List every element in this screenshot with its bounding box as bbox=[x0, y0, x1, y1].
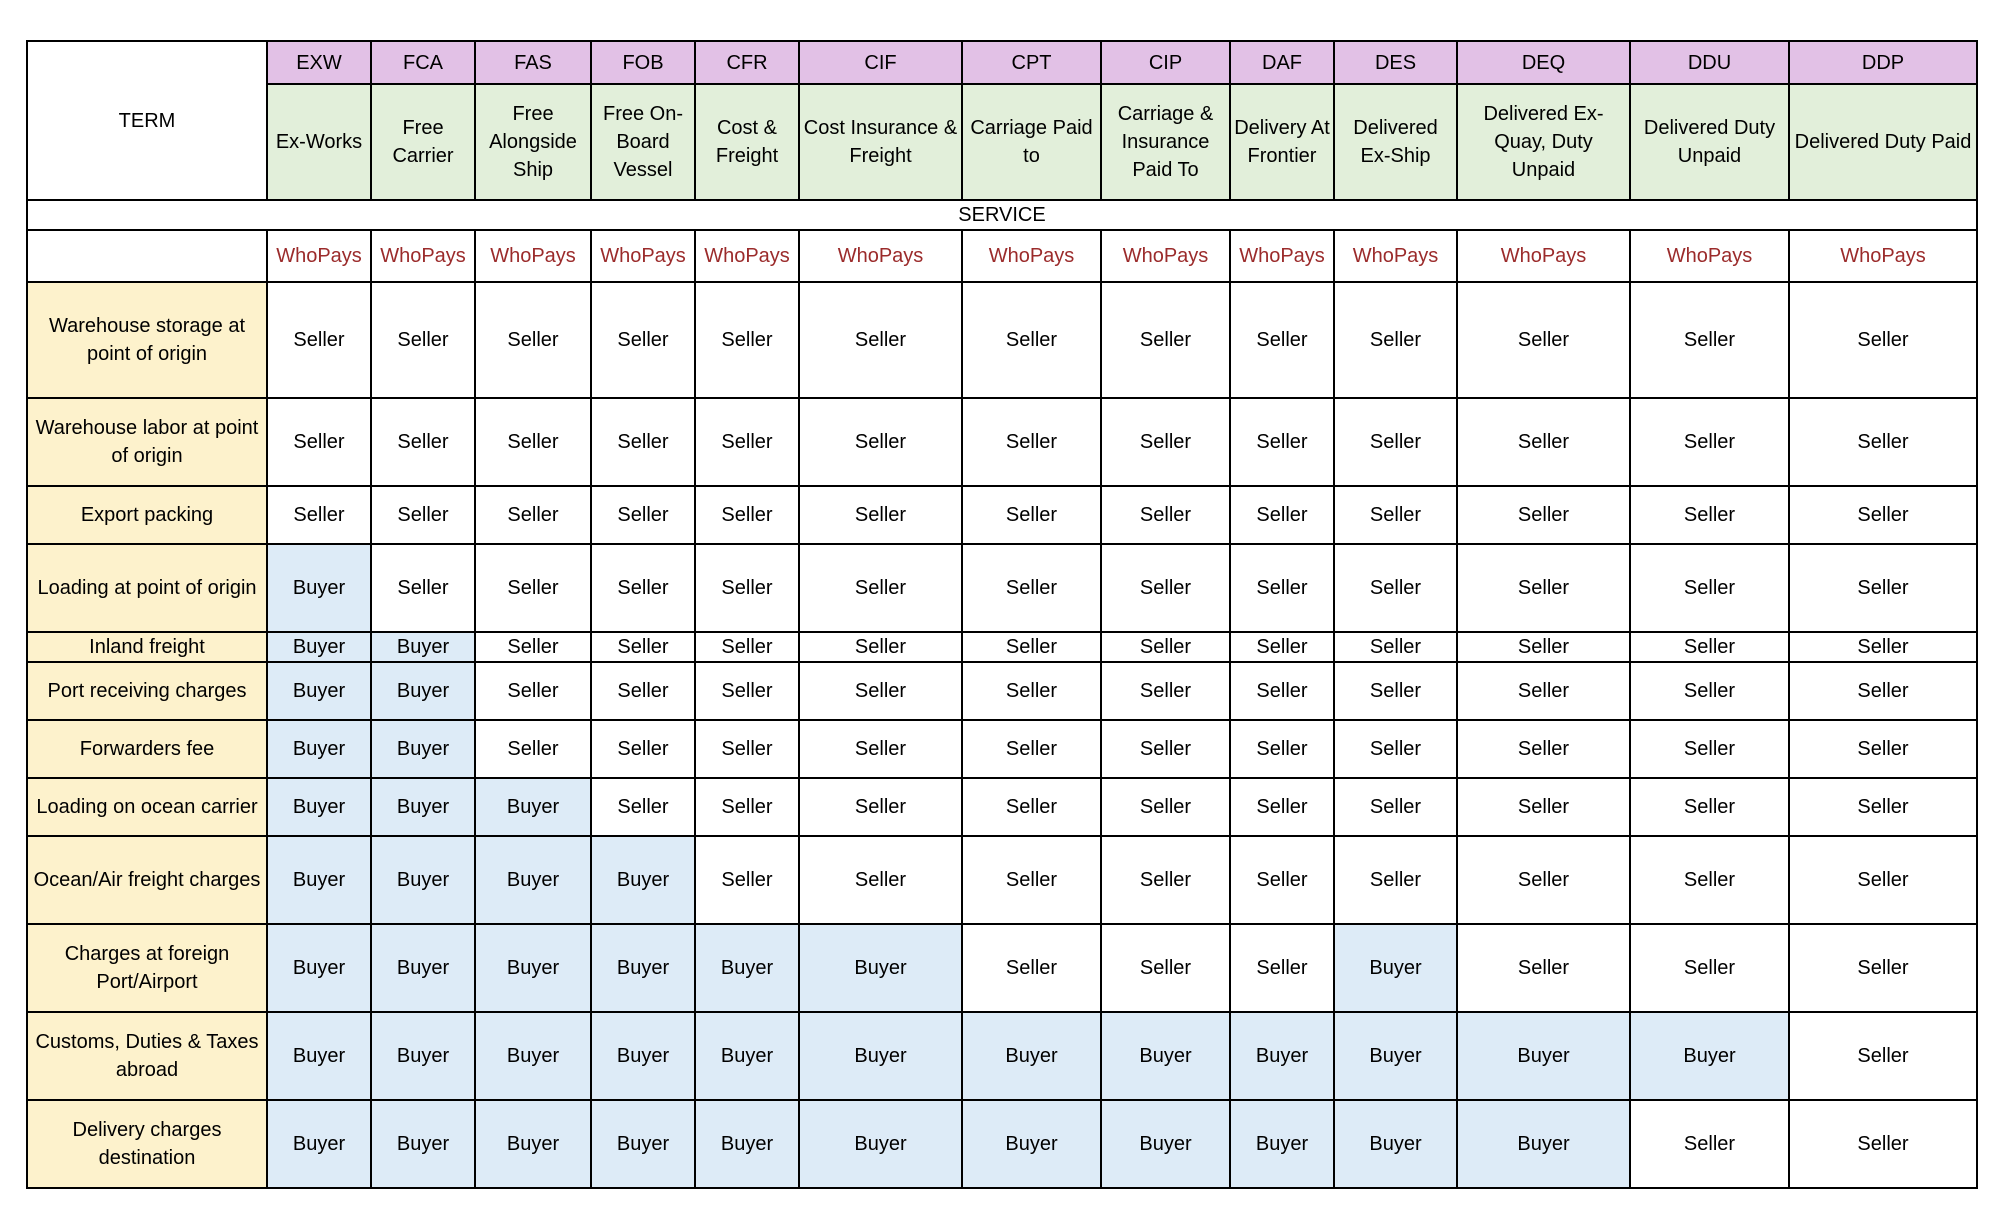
cell-cfr: Seller bbox=[695, 778, 799, 836]
header-code-row bbox=[27, 41, 1977, 84]
cell-cfr: Seller bbox=[695, 836, 799, 924]
table-row bbox=[27, 1100, 1977, 1188]
cell-cfr: Seller bbox=[695, 282, 799, 398]
cell-fob: Seller bbox=[591, 398, 695, 486]
row-label: Loading on ocean carrier bbox=[27, 778, 267, 836]
cell-fob: Buyer bbox=[591, 836, 695, 924]
term-code-cpt: CPT bbox=[962, 41, 1101, 84]
term-code-ddp: DDP bbox=[1789, 41, 1977, 84]
cell-fas: Seller bbox=[475, 632, 591, 662]
service-header: SERVICE bbox=[27, 200, 1977, 230]
header-name-row bbox=[27, 84, 1977, 200]
cell-fob: Seller bbox=[591, 662, 695, 720]
cell-fas: Seller bbox=[475, 486, 591, 544]
cell-deq: Seller bbox=[1457, 544, 1630, 632]
cell-cpt: Seller bbox=[962, 544, 1101, 632]
cell-daf: Seller bbox=[1230, 486, 1334, 544]
cell-fca: Buyer bbox=[371, 1012, 475, 1100]
cell-des: Seller bbox=[1334, 836, 1457, 924]
cell-cpt: Seller bbox=[962, 632, 1101, 662]
incoterms-table bbox=[26, 40, 1978, 1189]
cell-ddp: Seller bbox=[1789, 836, 1977, 924]
who-pays-fca: WhoPays bbox=[371, 230, 475, 282]
cell-fob: Seller bbox=[591, 544, 695, 632]
cell-ddu: Seller bbox=[1630, 924, 1789, 1012]
cell-cip: Buyer bbox=[1101, 1100, 1230, 1188]
cell-fob: Buyer bbox=[591, 1012, 695, 1100]
who-pays-daf: WhoPays bbox=[1230, 230, 1334, 282]
term-code-cip: CIP bbox=[1101, 41, 1230, 84]
who-pays-cip: WhoPays bbox=[1101, 230, 1230, 282]
cell-cip: Seller bbox=[1101, 398, 1230, 486]
cell-des: Seller bbox=[1334, 662, 1457, 720]
cell-daf: Seller bbox=[1230, 924, 1334, 1012]
cell-cpt: Seller bbox=[962, 836, 1101, 924]
cell-cif: Seller bbox=[799, 544, 962, 632]
cell-des: Seller bbox=[1334, 544, 1457, 632]
cell-cip: Seller bbox=[1101, 662, 1230, 720]
cell-cip: Seller bbox=[1101, 282, 1230, 398]
cell-ddp: Seller bbox=[1789, 486, 1977, 544]
cell-fob: Seller bbox=[591, 282, 695, 398]
cell-cif: Seller bbox=[799, 398, 962, 486]
who-pays-exw: WhoPays bbox=[267, 230, 371, 282]
cell-cfr: Seller bbox=[695, 720, 799, 778]
table-row bbox=[27, 662, 1977, 720]
row-label: Warehouse labor at point of origin bbox=[27, 398, 267, 486]
term-code-deq: DEQ bbox=[1457, 41, 1630, 84]
cell-exw: Buyer bbox=[267, 544, 371, 632]
term-code-cif: CIF bbox=[799, 41, 962, 84]
cell-ddp: Seller bbox=[1789, 1100, 1977, 1188]
cell-ddp: Seller bbox=[1789, 720, 1977, 778]
cell-fas: Seller bbox=[475, 720, 591, 778]
row-label: Charges at foreign Port/Airport bbox=[27, 924, 267, 1012]
cell-exw: Buyer bbox=[267, 632, 371, 662]
cell-des: Buyer bbox=[1334, 1100, 1457, 1188]
who-pays-fob: WhoPays bbox=[591, 230, 695, 282]
term-code-cfr: CFR bbox=[695, 41, 799, 84]
cell-exw: Buyer bbox=[267, 720, 371, 778]
cell-ddu: Seller bbox=[1630, 836, 1789, 924]
term-name-daf: Delivery At Frontier bbox=[1230, 84, 1334, 200]
cell-des: Buyer bbox=[1334, 1012, 1457, 1100]
table-row bbox=[27, 486, 1977, 544]
cell-cpt: Seller bbox=[962, 924, 1101, 1012]
cell-des: Buyer bbox=[1334, 924, 1457, 1012]
cell-daf: Seller bbox=[1230, 720, 1334, 778]
cell-fas: Buyer bbox=[475, 1100, 591, 1188]
cell-ddu: Seller bbox=[1630, 662, 1789, 720]
term-name-cfr: Cost & Freight bbox=[695, 84, 799, 200]
who-pays-fas: WhoPays bbox=[475, 230, 591, 282]
cell-cif: Seller bbox=[799, 720, 962, 778]
cell-cip: Seller bbox=[1101, 836, 1230, 924]
cell-fca: Seller bbox=[371, 398, 475, 486]
cell-cip: Seller bbox=[1101, 778, 1230, 836]
cell-deq: Seller bbox=[1457, 778, 1630, 836]
cell-cip: Seller bbox=[1101, 720, 1230, 778]
cell-cpt: Buyer bbox=[962, 1012, 1101, 1100]
cell-cif: Buyer bbox=[799, 1100, 962, 1188]
term-name-fas: Free Alongside Ship bbox=[475, 84, 591, 200]
cell-ddu: Seller bbox=[1630, 486, 1789, 544]
cell-deq: Buyer bbox=[1457, 1100, 1630, 1188]
cell-fca: Buyer bbox=[371, 778, 475, 836]
cell-fas: Seller bbox=[475, 282, 591, 398]
cell-fob: Buyer bbox=[591, 924, 695, 1012]
cell-fob: Buyer bbox=[591, 1100, 695, 1188]
cell-exw: Seller bbox=[267, 398, 371, 486]
table-row bbox=[27, 398, 1977, 486]
cell-cpt: Seller bbox=[962, 778, 1101, 836]
who-pays-deq: WhoPays bbox=[1457, 230, 1630, 282]
cell-daf: Seller bbox=[1230, 544, 1334, 632]
cell-fca: Buyer bbox=[371, 1100, 475, 1188]
cell-fca: Buyer bbox=[371, 836, 475, 924]
who-pays-row bbox=[27, 230, 1977, 282]
cell-deq: Seller bbox=[1457, 398, 1630, 486]
cell-exw: Seller bbox=[267, 282, 371, 398]
cell-daf: Seller bbox=[1230, 778, 1334, 836]
term-name-ddu: Delivered Duty Unpaid bbox=[1630, 84, 1789, 200]
table-row bbox=[27, 924, 1977, 1012]
who-pays-cfr: WhoPays bbox=[695, 230, 799, 282]
cell-fca: Buyer bbox=[371, 720, 475, 778]
cell-ddp: Seller bbox=[1789, 282, 1977, 398]
cell-ddp: Seller bbox=[1789, 924, 1977, 1012]
who-pays-cpt: WhoPays bbox=[962, 230, 1101, 282]
row-label: Warehouse storage at point of origin bbox=[27, 282, 267, 398]
term-name-cip: Carriage & Insurance Paid To bbox=[1101, 84, 1230, 200]
table-row bbox=[27, 1012, 1977, 1100]
term-code-ddu: DDU bbox=[1630, 41, 1789, 84]
cell-des: Seller bbox=[1334, 398, 1457, 486]
cell-daf: Buyer bbox=[1230, 1012, 1334, 1100]
who-pays-ddu: WhoPays bbox=[1630, 230, 1789, 282]
cell-daf: Seller bbox=[1230, 632, 1334, 662]
cell-cpt: Seller bbox=[962, 282, 1101, 398]
cell-des: Seller bbox=[1334, 778, 1457, 836]
cell-deq: Seller bbox=[1457, 632, 1630, 662]
cell-fca: Buyer bbox=[371, 632, 475, 662]
row-label: Ocean/Air freight charges bbox=[27, 836, 267, 924]
cell-fca: Seller bbox=[371, 282, 475, 398]
cell-exw: Seller bbox=[267, 486, 371, 544]
cell-deq: Seller bbox=[1457, 662, 1630, 720]
cell-exw: Buyer bbox=[267, 778, 371, 836]
table-row bbox=[27, 632, 1977, 662]
table-row bbox=[27, 720, 1977, 778]
cell-exw: Buyer bbox=[267, 662, 371, 720]
cell-fas: Seller bbox=[475, 544, 591, 632]
cell-cpt: Seller bbox=[962, 398, 1101, 486]
cell-fas: Buyer bbox=[475, 924, 591, 1012]
row-label: Inland freight bbox=[27, 632, 267, 662]
cell-cip: Seller bbox=[1101, 924, 1230, 1012]
term-code-fob: FOB bbox=[591, 41, 695, 84]
cell-cpt: Seller bbox=[962, 662, 1101, 720]
cell-ddu: Seller bbox=[1630, 720, 1789, 778]
term-name-fca: Free Carrier bbox=[371, 84, 475, 200]
cell-daf: Seller bbox=[1230, 662, 1334, 720]
cell-ddu: Seller bbox=[1630, 282, 1789, 398]
cell-cif: Seller bbox=[799, 632, 962, 662]
cell-ddu: Buyer bbox=[1630, 1012, 1789, 1100]
cell-ddu: Seller bbox=[1630, 778, 1789, 836]
cell-fca: Seller bbox=[371, 544, 475, 632]
cell-daf: Buyer bbox=[1230, 1100, 1334, 1188]
row-label: Port receiving charges bbox=[27, 662, 267, 720]
cell-cif: Seller bbox=[799, 486, 962, 544]
table-row bbox=[27, 282, 1977, 398]
cell-cif: Seller bbox=[799, 662, 962, 720]
term-name-fob: Free On-Board Vessel bbox=[591, 84, 695, 200]
cell-cpt: Seller bbox=[962, 720, 1101, 778]
cell-cfr: Seller bbox=[695, 632, 799, 662]
term-name-cpt: Carriage Paid to bbox=[962, 84, 1101, 200]
table-row bbox=[27, 778, 1977, 836]
cell-deq: Seller bbox=[1457, 282, 1630, 398]
cell-ddp: Seller bbox=[1789, 544, 1977, 632]
row-label: Delivery charges destination bbox=[27, 1100, 267, 1188]
cell-ddp: Seller bbox=[1789, 398, 1977, 486]
cell-deq: Seller bbox=[1457, 924, 1630, 1012]
cell-fas: Seller bbox=[475, 662, 591, 720]
cell-cfr: Seller bbox=[695, 544, 799, 632]
cell-deq: Seller bbox=[1457, 720, 1630, 778]
cell-ddp: Seller bbox=[1789, 662, 1977, 720]
cell-ddu: Seller bbox=[1630, 544, 1789, 632]
cell-deq: Buyer bbox=[1457, 1012, 1630, 1100]
cell-cip: Seller bbox=[1101, 544, 1230, 632]
cell-des: Seller bbox=[1334, 282, 1457, 398]
cell-fca: Seller bbox=[371, 486, 475, 544]
term-name-deq: Delivered Ex-Quay, Duty Unpaid bbox=[1457, 84, 1630, 200]
cell-cfr: Seller bbox=[695, 662, 799, 720]
cell-ddp: Seller bbox=[1789, 778, 1977, 836]
cell-daf: Seller bbox=[1230, 836, 1334, 924]
cell-daf: Seller bbox=[1230, 282, 1334, 398]
term-name-des: Delivered Ex-Ship bbox=[1334, 84, 1457, 200]
cell-exw: Buyer bbox=[267, 924, 371, 1012]
cell-daf: Seller bbox=[1230, 398, 1334, 486]
cell-ddp: Seller bbox=[1789, 1012, 1977, 1100]
term-name-cif: Cost Insurance & Freight bbox=[799, 84, 962, 200]
cell-ddp: Seller bbox=[1789, 632, 1977, 662]
cell-cip: Buyer bbox=[1101, 1012, 1230, 1100]
cell-cpt: Buyer bbox=[962, 1100, 1101, 1188]
cell-cip: Seller bbox=[1101, 632, 1230, 662]
cell-cip: Seller bbox=[1101, 486, 1230, 544]
table-row bbox=[27, 836, 1977, 924]
row-label: Export packing bbox=[27, 486, 267, 544]
cell-fob: Seller bbox=[591, 632, 695, 662]
term-code-exw: EXW bbox=[267, 41, 371, 84]
cell-ddu: Seller bbox=[1630, 1100, 1789, 1188]
cell-cif: Seller bbox=[799, 778, 962, 836]
term-code-daf: DAF bbox=[1230, 41, 1334, 84]
who-pays-ddp: WhoPays bbox=[1789, 230, 1977, 282]
term-header: TERM bbox=[27, 41, 267, 200]
cell-fob: Seller bbox=[591, 486, 695, 544]
cell-fas: Buyer bbox=[475, 778, 591, 836]
cell-cif: Buyer bbox=[799, 924, 962, 1012]
who-pays-blank-cell bbox=[27, 230, 267, 282]
cell-des: Seller bbox=[1334, 632, 1457, 662]
term-name-exw: Ex-Works bbox=[267, 84, 371, 200]
cell-fas: Seller bbox=[475, 398, 591, 486]
cell-exw: Buyer bbox=[267, 836, 371, 924]
cell-cfr: Buyer bbox=[695, 924, 799, 1012]
cell-des: Seller bbox=[1334, 486, 1457, 544]
cell-fca: Buyer bbox=[371, 924, 475, 1012]
cell-cpt: Seller bbox=[962, 486, 1101, 544]
cell-exw: Buyer bbox=[267, 1012, 371, 1100]
cell-cif: Seller bbox=[799, 282, 962, 398]
cell-fob: Seller bbox=[591, 720, 695, 778]
who-pays-cif: WhoPays bbox=[799, 230, 962, 282]
table-row bbox=[27, 544, 1977, 632]
cell-fas: Buyer bbox=[475, 836, 591, 924]
cell-cif: Seller bbox=[799, 836, 962, 924]
cell-deq: Seller bbox=[1457, 836, 1630, 924]
cell-cfr: Buyer bbox=[695, 1012, 799, 1100]
term-code-fas: FAS bbox=[475, 41, 591, 84]
cell-fas: Buyer bbox=[475, 1012, 591, 1100]
incoterms-table-container bbox=[26, 40, 1972, 1185]
cell-des: Seller bbox=[1334, 720, 1457, 778]
row-label: Customs, Duties & Taxes abroad bbox=[27, 1012, 267, 1100]
cell-exw: Buyer bbox=[267, 1100, 371, 1188]
cell-ddu: Seller bbox=[1630, 398, 1789, 486]
cell-cfr: Seller bbox=[695, 398, 799, 486]
row-label: Loading at point of origin bbox=[27, 544, 267, 632]
who-pays-des: WhoPays bbox=[1334, 230, 1457, 282]
cell-deq: Seller bbox=[1457, 486, 1630, 544]
cell-fca: Buyer bbox=[371, 662, 475, 720]
term-name-ddp: Delivered Duty Paid bbox=[1789, 84, 1977, 200]
cell-cfr: Buyer bbox=[695, 1100, 799, 1188]
term-code-des: DES bbox=[1334, 41, 1457, 84]
service-row bbox=[27, 200, 1977, 230]
cell-ddu: Seller bbox=[1630, 632, 1789, 662]
cell-fob: Seller bbox=[591, 778, 695, 836]
term-code-fca: FCA bbox=[371, 41, 475, 84]
cell-cfr: Seller bbox=[695, 486, 799, 544]
cell-cif: Buyer bbox=[799, 1012, 962, 1100]
row-label: Forwarders fee bbox=[27, 720, 267, 778]
